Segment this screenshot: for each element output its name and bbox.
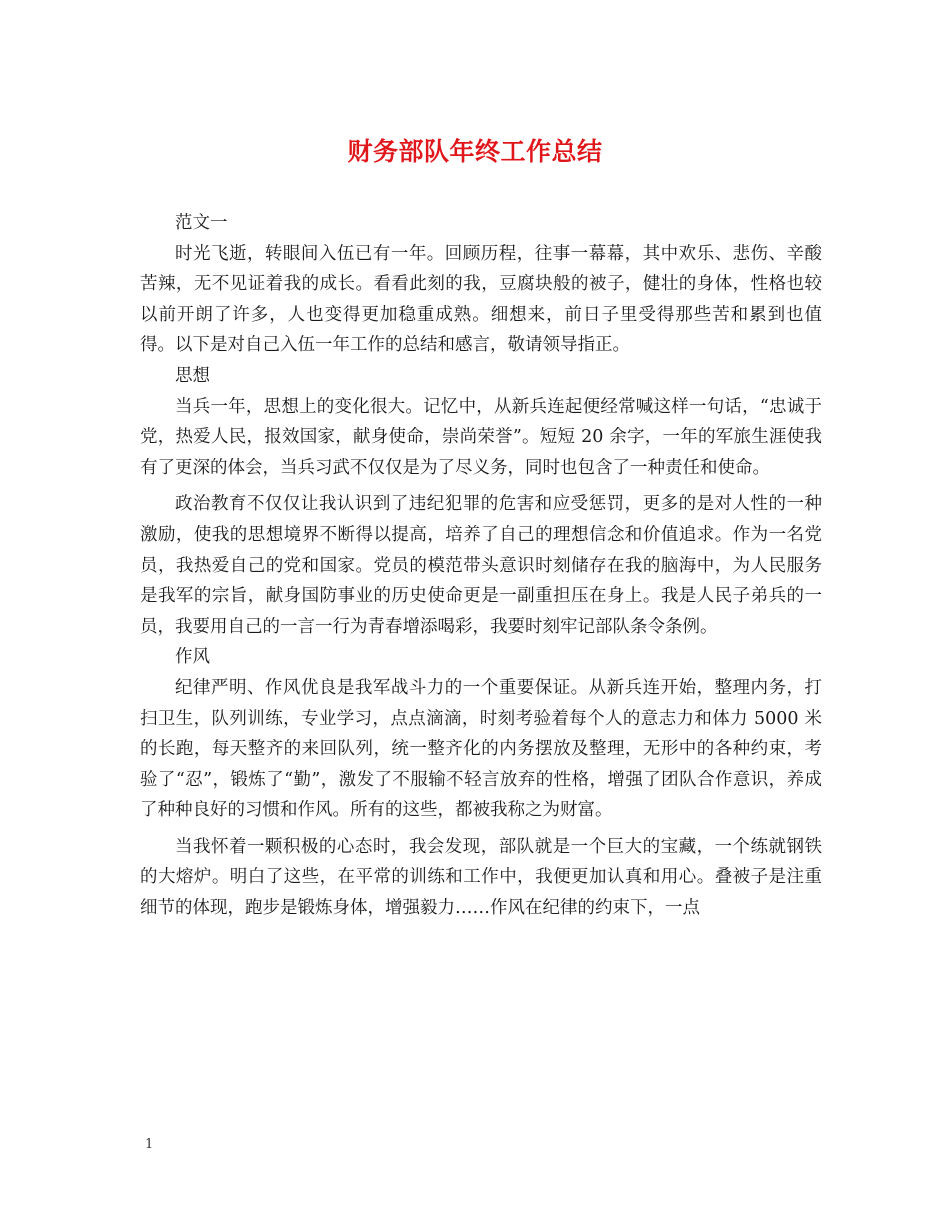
section-heading-fanwen: 范文一 xyxy=(175,213,228,233)
section-heading-zuofeng: 作风 xyxy=(175,647,210,668)
page-number: 1 xyxy=(145,1137,154,1152)
document-title: 财务部队年终工作总结 xyxy=(347,137,603,166)
document-body xyxy=(140,208,822,924)
paragraph-thought-1: 当兵一年，思想上的变化很大。记忆中，从新兵连起便经常喊这样一句话，“忠诚于党，热爱人民，报效国家，献身使命，崇尚荣誉”。短短 20 余字，一年的军旅生涯使我有了更深的体会，当兵习武不仅仅是为了尽义务，同时也包含了一种责任和使命。 xyxy=(140,396,822,478)
paragraph-style-2: 当我怀着一颗积极的心态时，我会发现，部队就是一个巨大的宝藏，一个练就钢铁的大熔炉。明白了这些，在平常的训练和工作中，我便更加认真和用心。叠被子是注重细节的体现，跑步是锻炼身体，增强毅力……作风在纪律的约束下，一点 xyxy=(140,836,822,919)
paragraph-thought-2: 政治教育不仅仅让我认识到了违纪犯罪的危害和应受惩罚，更多的是对人性的一种激励，使我的思想境界不断得以提高，培养了自己的理想信念和价值追求。作为一名党员，我热爱自己的党和国家。党员的模范带头意识时刻储存在我的脑海中，为人民服务是我军的宗旨，献身国防事业的历史使命更是一副重担压在身上。我是人民子弟兵的一员，我要用自己的一言一行为青春增添喝彩，我要时刻牢记部队条令条例。 xyxy=(140,494,822,637)
section-heading-sixiang: 思想 xyxy=(175,365,210,386)
paragraph-intro: 时光飞逝，转眼间入伍已有一年。回顾历程，往事一幕幕，其中欢乐、悲伤、辛酸苦辣，无不见证着我的成长。看看此刻的我，豆腐块般的被子，健壮的身体，性格也较以前开朗了许多，人也变得更加稳重成熟。细想来，前日子里受得那些苦和累到也值得。以下是对自己入伍一年工作的总结和感言，敬请领导指正。 xyxy=(140,243,822,356)
paragraph-style-1: 纪律严明、作风优良是我军战斗力的一个重要保证。从新兵连开始，整理内务，打扫卫生，队列训练，专业学习，点点滴滴，时刻考验着每个人的意志力和体力 5000 米的长跑，每天整齐的来回队列，统一整齐化的内务摆放及整理，无形中的各种约束，考验了“忍”，锻炼了“勤”，激发了不服输不轻言放弃的性格，增强了团队合作意识，养成了种种良好的习惯和作风。所有的这些，都被我称之为财富。 xyxy=(140,677,822,821)
